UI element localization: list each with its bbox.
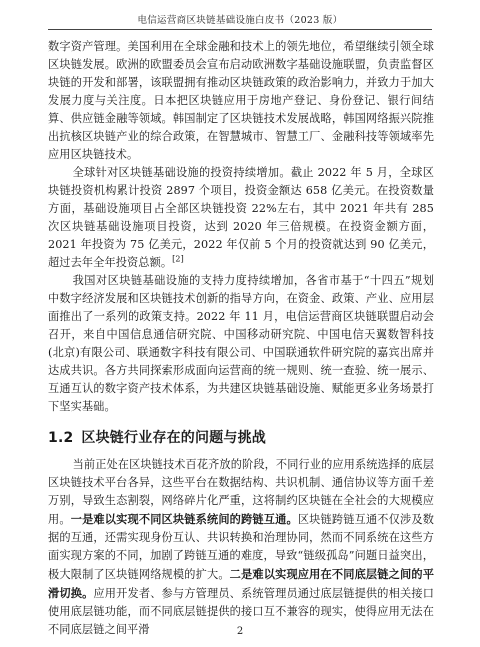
challenge-two-text: 应用开发者、参与方管理员、系统管理员通过底层链提供的相关接口使用底层链功能，而不同底层链提供的接口互不兼容的现实，使得应用无法在不同底层链之间平滑 bbox=[48, 587, 434, 636]
paragraph-2 bbox=[48, 164, 434, 272]
header-divider bbox=[48, 29, 432, 30]
citation-ref: [2] bbox=[172, 254, 184, 264]
challenge-one-text: 区块链跨链互通不仅涉及数据的互通，还需实现身份互认、共识转换和治理协同，然而不同系统在这些方面实现方案的不同，加剧了跨链互通的难度，导致“链级孤岛”问题日益突出，极大限制了区块链网络规模的扩大。 bbox=[48, 513, 434, 581]
paragraph-4 bbox=[48, 456, 434, 639]
paragraph-4-intro: 当前正处在区块链技术百花齐放的阶段，不同行业的应用系统选择的底层区块链技术平台各异，这些平台在数据结构、共识机制、通信协议等方面千差万别，导致生态割裂，网络碎片化严重，这将制约区块链在全社会的大规模应用。 bbox=[48, 458, 434, 526]
running-header: 电信运营商区块链基础设施白皮书（2023 版） bbox=[137, 15, 343, 26]
challenge-one-heading: 一是难以实现不同区块链系统间的跨链互通。 bbox=[70, 512, 298, 526]
page-number: 2 bbox=[236, 626, 244, 637]
section-number: 1.2 bbox=[48, 430, 74, 446]
section-heading bbox=[48, 428, 434, 448]
paragraph-3: 我国对区块链基础设施的支持力度持续增加，各省市基于“十四五”规划中数字经济发展和区块链技术创新的指导方向，在资金、政策、产业、应用层面推出了一系列的政策支持。2022 年 11 月，电信运营商区块链联盟启动会召开，来自中国信息通信研究院、中国移动研究院、中国电信天翼数智科技(北京)有限公司、联通数字科技有限公司、中国联通软件研究院的嘉宾出席并达成共识。各方共同探索形成面向运营商的统一规则、统一查验、统一展示、互通互认的数字资产技术体系，为共建区块链基础设施、赋能更多业务场景打下坚实基础。 bbox=[48, 274, 434, 413]
paragraph-2-text: 全球针对区块链基础设施的投资持续增加。截止 2022 年 5 月，全球区块链投资机构累计投资 2897 个项目，投资金额达 658 亿美元。在投资数量方面，基础设施项目占全部区块链投资 22%左右，其中 2021 年共有 285 次区块链基础设施项目投资，达到 2020 年三倍规模。在投资金额方面，2021 年投资为 75 亿美元，2022 年仅前 5 个月的投资就达到 90 亿美元，超过去年全年投资总额。 bbox=[48, 166, 434, 269]
challenge-two-heading: 二是难以实现应用在不同底层链之间的平滑切换。 bbox=[48, 567, 434, 600]
body-text bbox=[48, 38, 434, 639]
paragraph-1: 数字资产管理。美国利用在全球金融和技术上的领先地位，希望继续引领全球区块链发展。欧洲的欧盟委员会宣布启动欧洲数字基础设施联盟，负责监督区块链的开发和部署，该联盟拥有推动区块链政策的政治影响力，并致力于加大发展力度与关注度。日本把区块链应用于房地产登记、身份登记、银行间结算、供应链金融等领域。韩国制定了区块链技术发展战略，韩国网络振兴院推出抗核区块链产业的综合政策，在智慧城市、智慧工厂、金融科技等领域率先应用区块链技术。 bbox=[48, 40, 434, 161]
section-title: 区块链行业存在的问题与挑战 bbox=[81, 430, 267, 446]
